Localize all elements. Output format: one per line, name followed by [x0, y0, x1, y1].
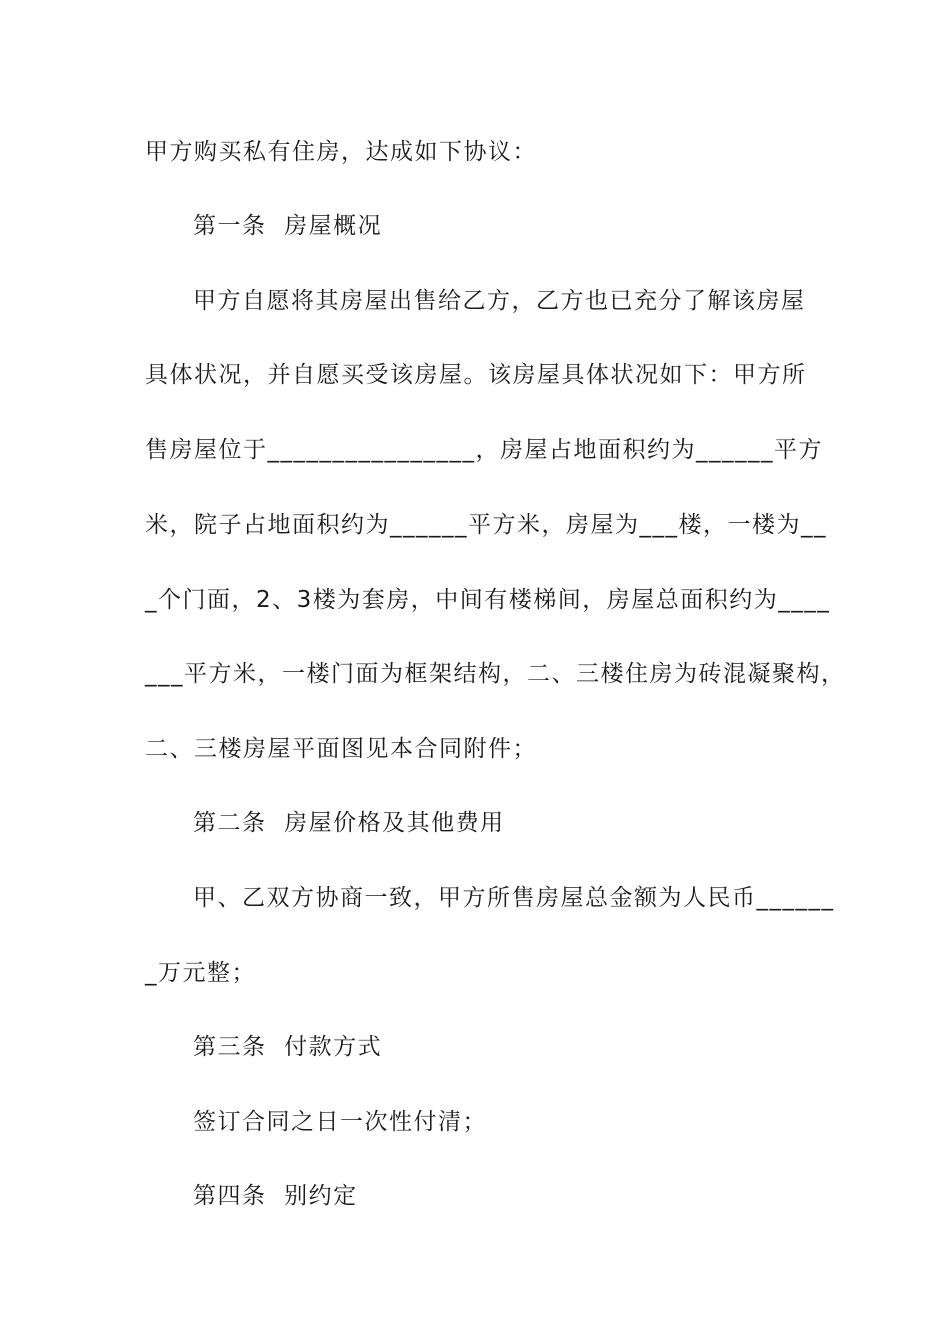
article-1-paragraph-line-7: 二、三楼房屋平面图见本合同附件；	[145, 736, 537, 762]
article-2-heading: 第二条 房屋价格及其他费用	[193, 810, 505, 836]
article-1-paragraph-line-5: _个门面，2、3楼为套房，中间有楼梯间，房屋总面积约为____	[145, 587, 831, 613]
agreement-intro: 甲方购买私有住房，达成如下协议：	[145, 139, 537, 165]
article-1-paragraph-line-6: ___平方米，一楼门面为框架结构，二、三楼住房为砖混凝聚构，	[145, 661, 846, 687]
article-1-paragraph-line-1: 甲方自愿将其房屋出售给乙方，乙方也已充分了解该房屋	[193, 288, 806, 314]
article-3-paragraph: 签订合同之日一次性付清；	[193, 1109, 487, 1135]
article-1-paragraph-line-2: 具体状况，并自愿买受该房屋。该房屋具体状况如下：甲方所	[145, 362, 807, 388]
article-1-paragraph-line-3: 售房屋位于________________，房屋占地面积约为______平方	[145, 437, 823, 463]
article-1-paragraph-line-4: 米，院子占地面积约为______平方米，房屋为___楼，一楼为__	[145, 512, 827, 538]
article-2-paragraph-line-1: 甲、乙双方协商一致，甲方所售房屋总金额为人民币______	[193, 885, 835, 911]
article-4-heading: 第四条 别约定	[193, 1183, 358, 1209]
article-3-heading: 第三条 付款方式	[193, 1034, 383, 1060]
article-1-heading: 第一条 房屋概况	[193, 213, 383, 239]
article-2-paragraph-line-2: _万元整；	[145, 960, 256, 986]
